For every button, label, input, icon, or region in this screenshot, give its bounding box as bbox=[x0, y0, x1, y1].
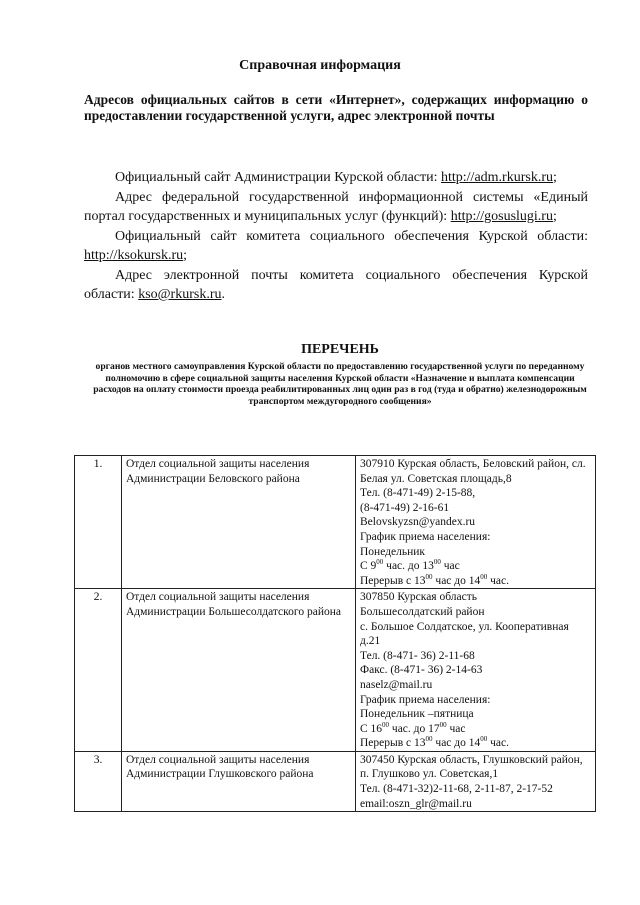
schedule-label: График приема населения: bbox=[360, 693, 491, 706]
info-ksok-site: Официальный сайт комитета социального обеспечения Курской области: http://ksokursk.ru; bbox=[84, 228, 588, 263]
fax: Факс. (8-471- 36) 2-14-63 bbox=[360, 664, 483, 677]
schedule-break: Перерыв с $13^{00}$ час до $14^{00}$ час. bbox=[360, 572, 509, 587]
email[interactable]: naselz@mail.ru bbox=[360, 678, 433, 691]
row-number: 3. bbox=[75, 751, 122, 811]
email[interactable]: Belovskyzsn@yandex.ru bbox=[360, 516, 476, 529]
schedule-hours: С $16^{00}$ час. до $17^{00}$ час bbox=[360, 720, 466, 735]
office-name: Отдел социальной защиты населения Администрации Беловского района bbox=[122, 456, 356, 589]
list-title: ПЕРЕЧЕНЬ bbox=[301, 342, 379, 357]
phone: (8-471-49) 2-16-61 bbox=[360, 501, 450, 514]
schedule-days: Понедельник bbox=[360, 545, 425, 558]
schedule-label: График приема населения: bbox=[360, 530, 491, 543]
info-email: Адрес электронной почты комитета социального обеспечения Курской области: kso@rkursk.ru. bbox=[84, 267, 588, 302]
gosuslugi-link[interactable]: http://gosuslugi.ru bbox=[450, 209, 553, 224]
office-name: Отдел социальной защиты населения Администрации Глушковского района bbox=[122, 751, 356, 811]
table-row bbox=[75, 751, 596, 811]
row-number: 2. bbox=[75, 589, 122, 752]
address: с. Большое Солдатское, ул. Кооперативная д.21 bbox=[360, 620, 569, 648]
table-row bbox=[75, 456, 596, 589]
phone: Тел. (8-471-32)2-11-68, 2-11-87, 2-17-52 bbox=[360, 783, 553, 796]
office-contacts bbox=[356, 456, 596, 589]
email[interactable]: email:oszn_glr@mail.ru bbox=[360, 797, 472, 810]
schedule-break: Перерыв с $13^{00}$ час до $14^{00}$ час. bbox=[360, 735, 509, 750]
admin-site-link[interactable]: http://adm.rkursk.ru bbox=[441, 170, 553, 185]
info-block bbox=[84, 168, 588, 305]
info-gosuslugi: Адрес федеральной государственной информационной системы «Единый портал государственных и муниципальных услуг (функций): http://gosuslugi.ru; bbox=[84, 189, 588, 224]
offices-table bbox=[74, 455, 596, 812]
phone: Тел. (8-471- 36) 2-11-68 bbox=[360, 649, 475, 662]
address: 307450 Курская область, Глушковский район, п. Глушково ул. Советская,1 bbox=[360, 753, 583, 781]
info-admin-site: Официальный сайт Администрации Курской области: http://adm.rkursk.ru; bbox=[115, 170, 557, 185]
office-contacts bbox=[356, 589, 596, 752]
schedule-days: Понедельник –пятница bbox=[360, 708, 474, 721]
page-subtitle: Адресов официальных сайтов в сети «Интернет», содержащих информацию о предоставлении государственной услуги, адрес электронной почты bbox=[84, 92, 588, 123]
address: Большесолдатский район bbox=[360, 605, 485, 618]
schedule-hours: С $9^{00}$ час. до $13^{00}$ час bbox=[360, 558, 460, 573]
list-description: органов местного самоуправления Курской области по предоставлению государственной услуги по переданному полномочию в сфере социальной защиты населения Курской области «Назначение и выплата компенсации расходов на оплату стоимости проезда реабилитированных лиц один раз в год (туда и обратно) железнодорожным транспортом междугородного сообщения» bbox=[93, 361, 587, 407]
phone: Тел. (8-471-49) 2-15-88, bbox=[360, 487, 476, 500]
row-number: 1. bbox=[75, 456, 122, 589]
page-title: Справочная информация bbox=[239, 58, 401, 73]
address: 307850 Курская область bbox=[360, 591, 477, 604]
office-name: Отдел социальной защиты населения Администрации Большесолдатского района bbox=[122, 589, 356, 752]
email-link[interactable]: kso@rkursk.ru bbox=[138, 287, 222, 302]
ksok-site-link[interactable]: http://ksokursk.ru bbox=[84, 248, 184, 263]
table-row bbox=[75, 589, 596, 752]
office-contacts bbox=[356, 751, 596, 811]
address: 307910 Курская область, Беловский район, сл. Белая ул. Советская площадь,8 bbox=[360, 458, 586, 485]
